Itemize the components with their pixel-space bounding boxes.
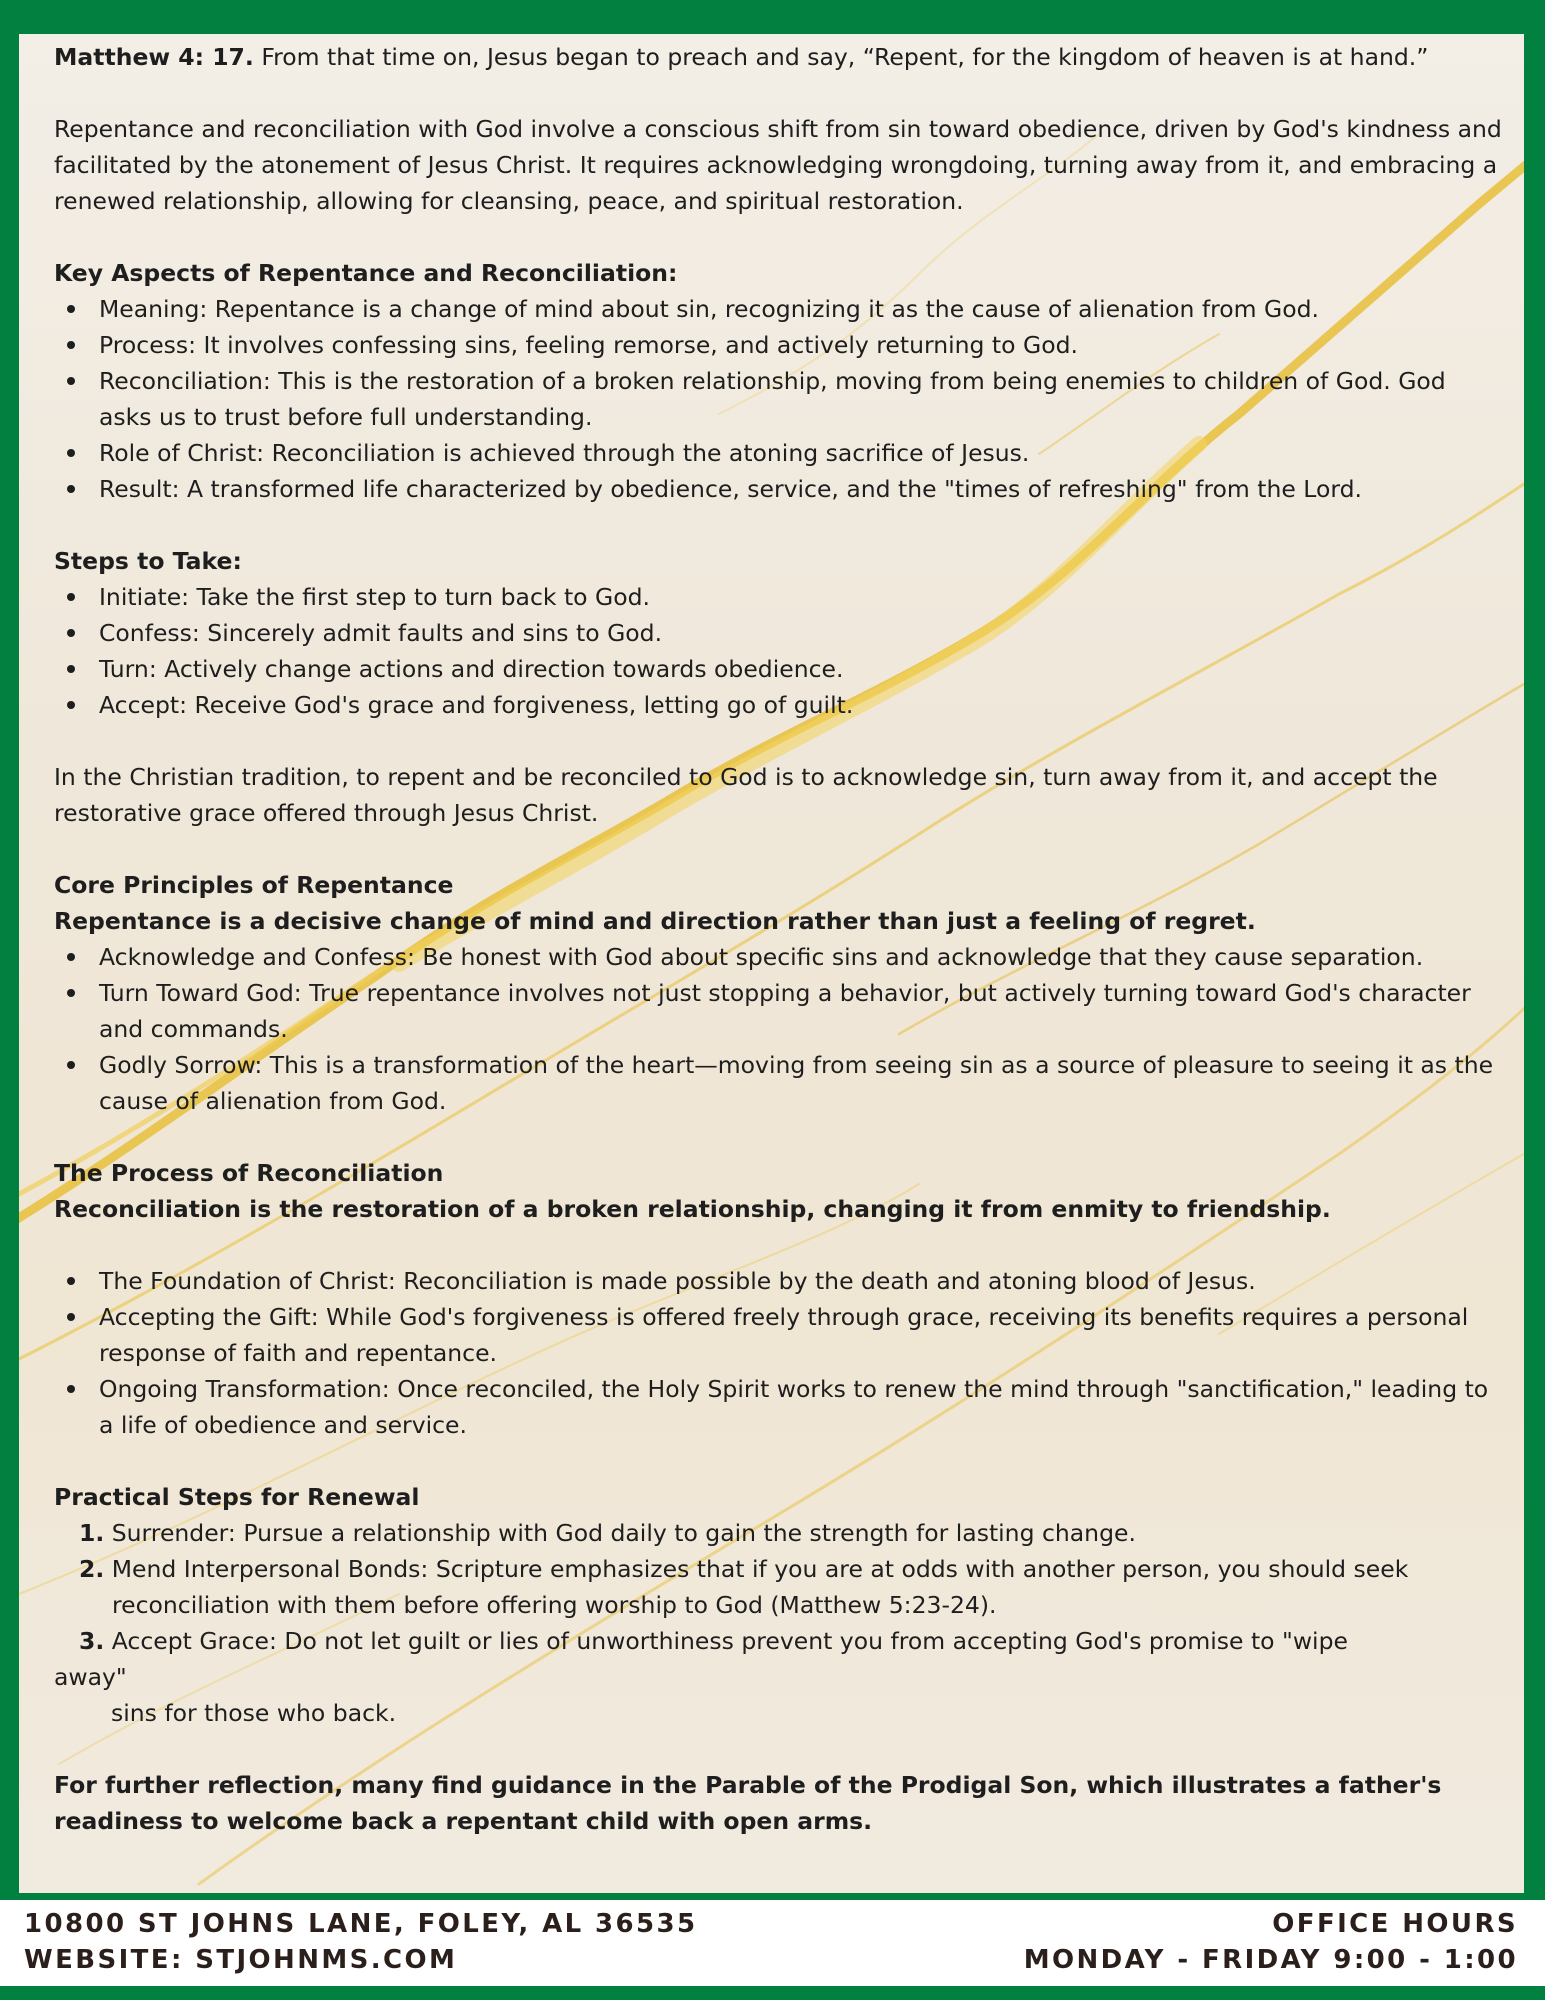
key-aspects-list [54,291,1504,507]
footer-bar [0,1900,1545,1986]
verse-line [54,39,1504,75]
renewal-step-3-tail: sins for those who back. [111,1699,397,1727]
renewal-step-3-continued: away" [54,1663,127,1691]
renewal-step-3: 3. Accept Grace: Do not let guilt or lies of unworthiness prevent you from accepting God's promise to "wipe [79,1627,1348,1655]
footer-hours-value: MONDAY - FRIDAY 9:00 - 1:00 [1023,1945,1518,1975]
steps-heading: Steps to Take: [54,547,242,575]
tradition-paragraph: In the Christian tradition, to repent and be reconciled to God is to acknowledge sin, turn away from it, and accept the restorative grace offered through Jesus Christ. [54,763,1438,827]
list-item: Process: It involves confessing sins, feeling remorse, and actively returning to God. [54,327,1504,363]
list-item: Accepting the Gift: While God's forgiveness is offered freely through grace, receiving its benefits requires a personal response of faith and repentance. [54,1299,1504,1371]
article-body [54,39,1504,1839]
verse-reference: Matthew 4: 17. [54,43,254,71]
closing-paragraph: For further reflection, many find guidance in the Parable of the Prodigal Son, which illustrates a father's readiness to welcome back a repentant child with open arms. [54,1771,1442,1835]
footer-website: WEBSITE: STJOHNMS.COM [24,1945,458,1975]
reconciliation-list [54,1263,1504,1443]
steps-list [54,579,1504,723]
intro-paragraph: Repentance and reconciliation with God involve a conscious shift from sin toward obedience, driven by God's kindness and facilitated by the atonement of Jesus Christ. It requires acknowledging wrongdoing, turning away from it, and embracing a renewed relationship, allowing for cleansing, peace, and spiritual restoration. [54,115,1502,215]
key-aspects-heading: Key Aspects of Repentance and Reconciliation: [54,259,678,287]
list-item: Turn Toward God: True repentance involves not just stopping a behavior, but actively turning toward God's character and commands. [54,975,1504,1047]
renewal-step-1: 1. Surrender: Pursue a relationship with God daily to gain the strength for lasting change. [79,1519,1136,1547]
renewal-step-2: 2. Mend Interpersonal Bonds: Scripture emphasizes that if you are at odds with another person, you should seek [79,1555,1409,1583]
content-panel [19,34,1524,1893]
list-item: Turn: Actively change actions and direction towards obedience. [54,651,1504,687]
list-item: Accept: Receive God's grace and forgiveness, letting go of guilt. [54,687,1504,723]
reconciliation-heading: The Process of Reconciliation [54,1159,444,1187]
reconciliation-subheading: Reconciliation is the restoration of a broken relationship, changing it from enmity to friendship. [54,1195,1331,1223]
verse-text: From that time on, Jesus began to preach and say, “Repent, for the kingdom of heaven is at hand.” [253,43,1429,71]
list-item: Initiate: Take the first step to turn back to God. [54,579,1504,615]
core-principles-subheading: Repentance is a decisive change of mind and direction rather than just a feeling of regret. [54,907,1256,935]
list-item: Acknowledge and Confess: Be honest with God about specific sins and acknowledge that they cause separation. [54,939,1504,975]
renewal-heading: Practical Steps for Renewal [54,1483,420,1511]
list-item: Godly Sorrow: This is a transformation of the heart—moving from seeing sin as a source of pleasure to seeing it as the cause of alienation from God. [54,1047,1504,1119]
footer-address: 10800 ST JOHNS LANE, FOLEY, AL 36535 [24,1909,698,1939]
list-item: Role of Christ: Reconciliation is achieved through the atoning sacrifice of Jesus. [54,435,1504,471]
renewal-step-2-continued: reconciliation with them before offering worship to God (Matthew 5:23-24). [112,1591,997,1619]
list-item: Meaning: Repentance is a change of mind about sin, recognizing it as the cause of alienation from God. [54,291,1504,327]
list-item: The Foundation of Christ: Reconciliation is made possible by the death and atoning blood of Jesus. [54,1263,1504,1299]
core-principles-list [54,939,1504,1119]
list-item: Result: A transformed life characterized by obedience, service, and the "times of refreshing" from the Lord. [54,471,1504,507]
list-item: Reconciliation: This is the restoration of a broken relationship, moving from being enemies to children of God. God asks us to trust before full understanding. [54,363,1504,435]
core-principles-heading: Core Principles of Repentance [54,871,454,899]
list-item: Confess: Sincerely admit faults and sins to God. [54,615,1504,651]
list-item: Ongoing Transformation: Once reconciled, the Holy Spirit works to renew the mind through "sanctification," leading to a life of obedience and service. [54,1371,1504,1443]
footer-hours-label: OFFICE HOURS [1272,1909,1518,1939]
